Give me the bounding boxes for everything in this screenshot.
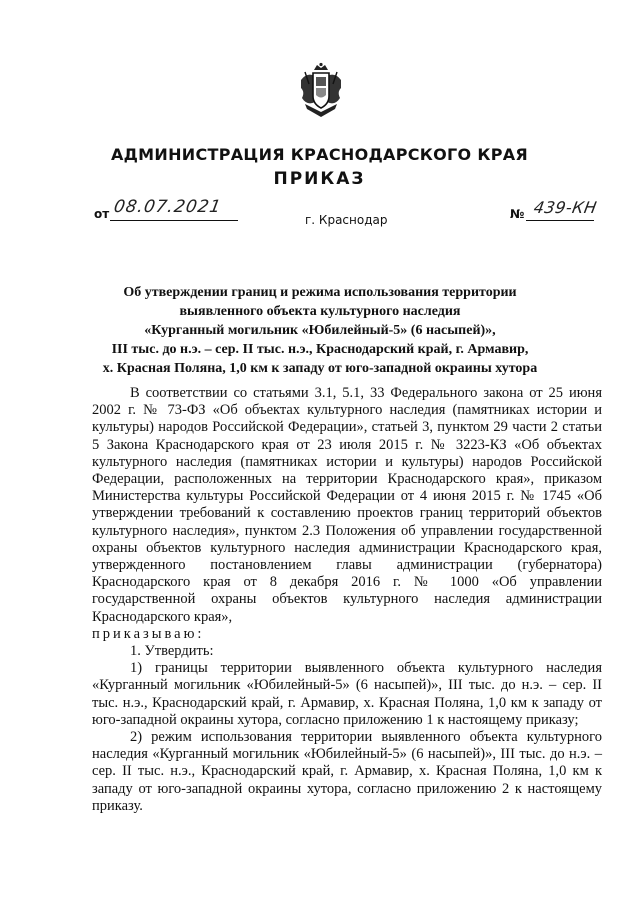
number-underline [526, 220, 594, 221]
number-prefix: № [510, 207, 525, 221]
date-prefix: от [94, 207, 110, 221]
preamble-paragraph: В соответствии со статьями 3.1, 5.1, 33 Федерального закона от 25 июня 2002 г. № 73-ФЗ «Об объектах культурного наследия (памятниках истории и культуры) народов Российской Федерации», статьей 3, пунктом 29 части 2 статьи 5 Закона Краснодарского края от 23 июля 2015 г. № 3223-КЗ «Об объектах культурного наследия (памятниках истории и культуры) народов Российской Федерации, расположенных на территории Краснодарского края», приказом Министерства культуры Российской Федерации от 4 июня 2015 г. № 1745 «Об утверждении требований к составлению проектов границ территорий объектов культурного наследия», пунктом 2.3 Положения об управлении государственной охраны объектов культурного наследия администрации Краснодарского края, утвержденного постановлением главы администрации (губернатора) Краснодарского края от 8 декабря 2016 г. № 1000 «Об управлении государственной охраны объектов культурного наследия администрации Краснодарского края», [92, 385, 602, 625]
document-meta [0, 197, 639, 227]
title-line: х. Красная Поляна, 1,0 км к западу от юго-западной окраины хутора [102, 361, 538, 376]
city: г. Краснодар [305, 213, 388, 227]
organization-name: АДМИНИСТРАЦИЯ КРАСНОДАРСКОГО КРАЯ [110, 145, 529, 164]
item-1-1: 1) границы территории выявленного объекта культурного наследия «Курганный могильник «Юбилейный-5» (6 насыпей)», III тыс. до н.э. – сер. II тыс. н.э., Краснодарский край, г. Армавир, х. Красная Поляна, 1,0 км к западу от юго-западной окраины хутора, согласно приложению 1 к настоящему приказу; [92, 660, 602, 728]
document-type: ПРИКАЗ [273, 169, 366, 189]
document-number: 439-КН [532, 198, 599, 217]
document-date: 08.07.2021 [112, 197, 224, 217]
date-underline [110, 220, 238, 221]
item-1: 1. Утвердить: [130, 643, 214, 660]
title-line: Об утверждении границ и режима использования территории [123, 285, 517, 300]
command-word: приказываю: [92, 625, 205, 642]
title-line: выявленного объекта культурного наследия [179, 304, 461, 319]
document-body [92, 385, 602, 815]
title-line: III тыс. до н.э. – сер. II тыс. н.э., Краснодарский край, г. Армавир, [111, 342, 529, 357]
item-1-2: 2) режим использования территории выявленного объекта культурного наследия «Курганный могильник «Юбилейный-5» (6 насыпей)», III тыс. до н.э. – сер. II тыс. н.э., Краснодарский край, г. Армавир, х. Красная Поляна, 1,0 км к западу от юго-западной окраины хутора, согласно приложению 2 к настоящему приказу. [92, 729, 602, 814]
title-line: «Курганный могильник «Юбилейный-5» (6 насыпей)», [144, 323, 496, 338]
coat-of-arms-icon [299, 62, 343, 120]
document-title [80, 283, 560, 378]
